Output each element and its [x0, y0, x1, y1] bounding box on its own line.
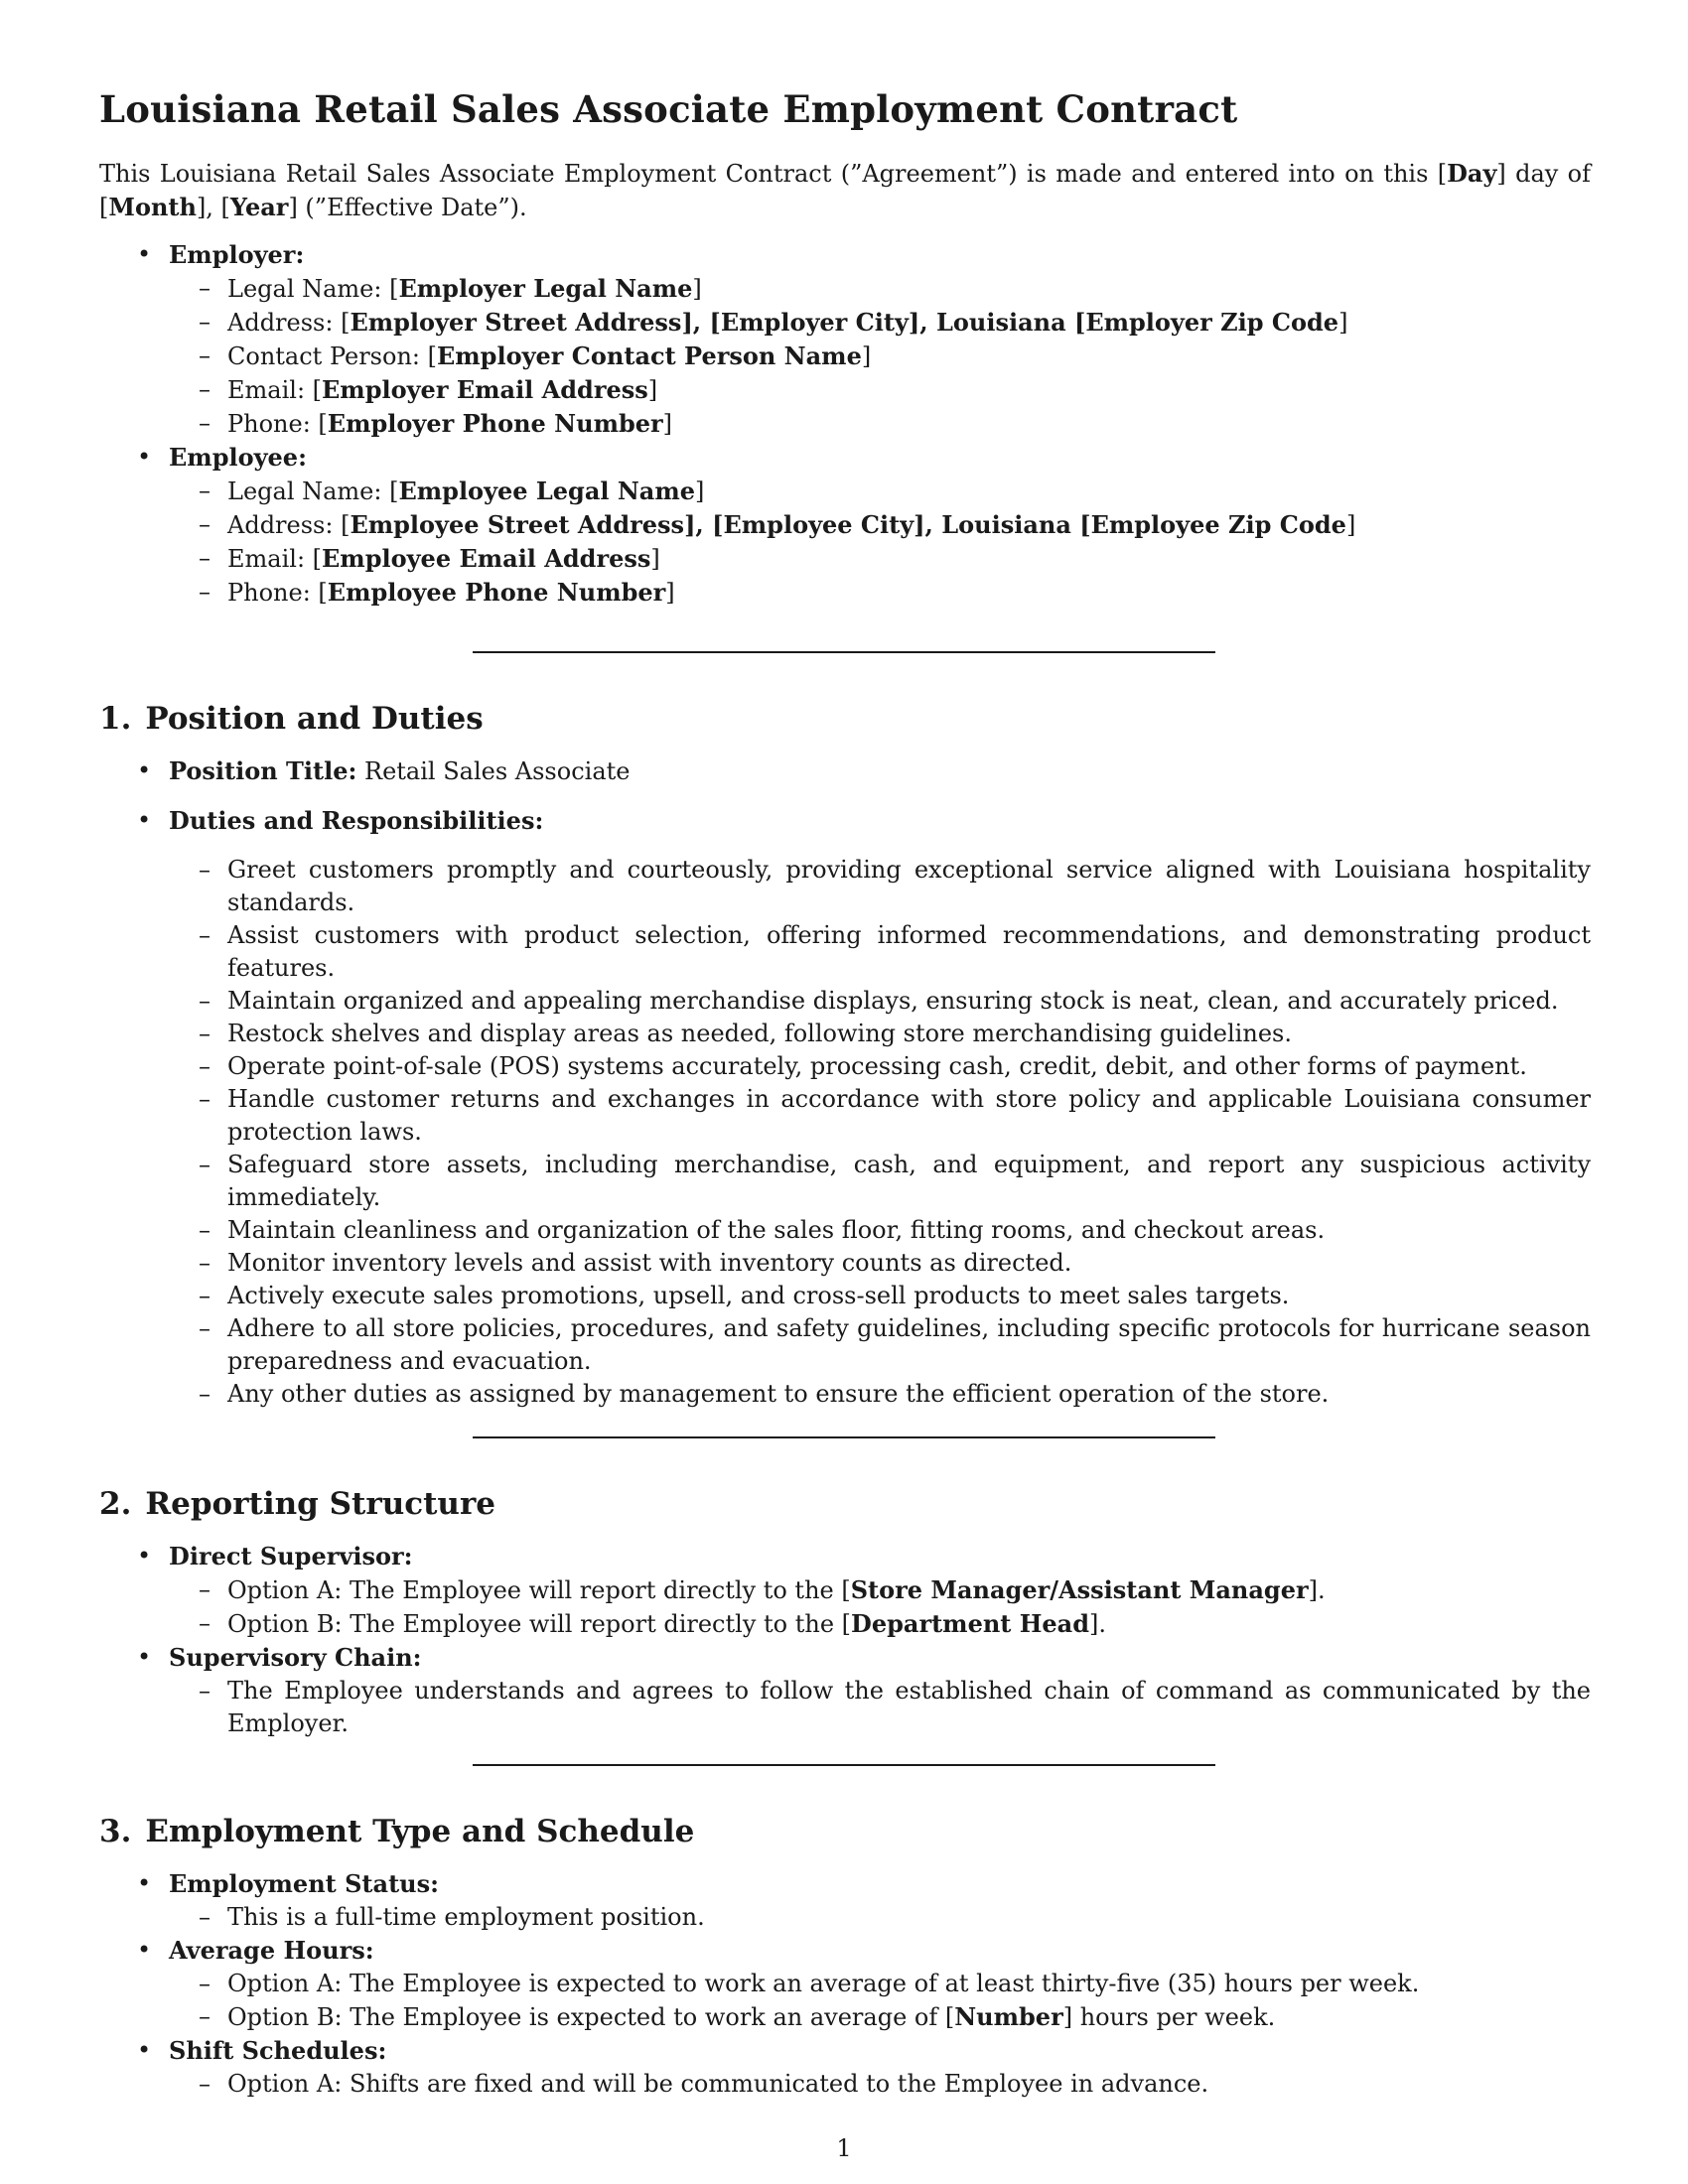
supervisor-option-a: – Option A: The Employee will report directly to the [Store Manager/Assistant Manager].	[169, 1573, 1591, 1607]
section-2-heading: 2. Reporting Structure	[99, 1486, 496, 1522]
section-1-list	[99, 754, 1591, 1411]
parties-list	[99, 238, 1591, 610]
employer-phone: – Phone: [Employer Phone Number]	[169, 407, 1591, 441]
month-placeholder: Month	[108, 193, 197, 221]
intro-paragraph	[99, 157, 1591, 224]
employer-details	[169, 272, 1591, 441]
direct-supervisor-item	[99, 1540, 1591, 1641]
duty-item: – Restock shelves and display areas as needed, following store merchandising guidelines.	[169, 1018, 1591, 1050]
status-details	[169, 1901, 1591, 1934]
employee-legal-name: – Legal Name: [Employee Legal Name]	[169, 475, 1591, 508]
duties-list	[169, 854, 1591, 1411]
section-3-heading: 3. Employment Type and Schedule	[99, 1814, 695, 1849]
employer-contact-person: – Contact Person: [Employer Contact Person Name]	[169, 340, 1591, 373]
hours-option-a: – Option A: The Employee is expected to work an average of at least thirty-five (35) hours per week.	[169, 1968, 1591, 2000]
year-placeholder: Year	[229, 193, 289, 221]
position-title-item	[99, 754, 1591, 788]
section-divider	[473, 1764, 1215, 1766]
duty-item: – Safeguard store assets, including merchandise, cash, and equipment, and report any suspicious activity immediately.	[169, 1149, 1591, 1214]
duty-item: – Handle customer returns and exchanges in accordance with store policy and applicable Louisiana consumer protection laws.	[169, 1083, 1591, 1149]
chain-details	[169, 1675, 1591, 1740]
intro-text: ] (”Effective Date”).	[288, 194, 527, 221]
average-hours-item	[99, 1934, 1591, 2034]
duties-label: Duties and Responsibilities:	[169, 806, 544, 835]
employee-item	[99, 441, 1591, 610]
employment-status-label: Employment Status:	[169, 1869, 439, 1898]
employer-legal-name: – Legal Name: [Employer Legal Name]	[169, 272, 1591, 306]
employee-heading: Employee:	[169, 443, 307, 472]
supervisory-chain-label: Supervisory Chain:	[169, 1643, 422, 1672]
employee-email: – Email: [Employee Email Address]	[169, 542, 1591, 576]
duty-item: – Maintain organized and appealing merchandise displays, ensuring stock is neat, clean, and accurately priced.	[169, 985, 1591, 1018]
day-placeholder: Day	[1447, 159, 1497, 188]
section-1-heading: 1. Position and Duties	[99, 701, 484, 737]
duty-item: – Monitor inventory levels and assist with inventory counts as directed.	[169, 1247, 1591, 1280]
employer-address: – Address: [Employer Street Address], [Employer City], Louisiana [Employer Zip Code]	[169, 306, 1591, 340]
section-3-list	[99, 1867, 1591, 2101]
duty-item: – Maintain cleanliness and organization of the sales floor, fitting rooms, and checkout areas.	[169, 1214, 1591, 1247]
section-divider	[473, 651, 1215, 653]
duties-item	[99, 804, 1591, 1411]
direct-supervisor-label: Direct Supervisor:	[169, 1542, 413, 1570]
employer-email: – Email: [Employer Email Address]	[169, 373, 1591, 407]
document-title: Louisiana Retail Sales Associate Employment Contract	[99, 87, 1238, 131]
page-number: 1	[836, 2134, 852, 2162]
supervisor-options	[169, 1573, 1591, 1641]
employee-phone: – Phone: [Employee Phone Number]	[169, 576, 1591, 610]
chain-text: – The Employee understands and agrees to follow the established chain of command as communicated by the Employer.	[169, 1675, 1591, 1740]
section-2-list	[99, 1540, 1591, 1740]
employment-status-item	[99, 1867, 1591, 1934]
supervisor-option-b: – Option B: The Employee will report directly to the [Department Head].	[169, 1607, 1591, 1641]
section-divider	[473, 1436, 1215, 1438]
duty-item: – Greet customers promptly and courteously, providing exceptional service aligned with Louisiana hospitality standards.	[169, 854, 1591, 919]
duty-item: – Any other duties as assigned by management to ensure the efficient operation of the store.	[169, 1378, 1591, 1411]
duty-item: – Operate point-of-sale (POS) systems accurately, processing cash, credit, debit, and other forms of payment.	[169, 1050, 1591, 1083]
hours-option-b: – Option B: The Employee is expected to work an average of [Number] hours per week.	[169, 2000, 1591, 2034]
duty-item: – Adhere to all store policies, procedures, and safety guidelines, including specific protocols for hurricane season preparedness and evacuation.	[169, 1312, 1591, 1378]
intro-text: ] day of [	[99, 160, 1591, 221]
position-title-label: Position Title:	[169, 756, 357, 785]
shift-schedules-label: Shift Schedules:	[169, 2036, 387, 2065]
hours-options	[169, 1968, 1591, 2034]
shift-options	[169, 2068, 1591, 2101]
employer-item	[99, 238, 1591, 441]
shift-schedules-item	[99, 2034, 1591, 2101]
shift-option-a: – Option A: Shifts are fixed and will be communicated to the Employee in advance.	[169, 2068, 1591, 2101]
employer-heading: Employer:	[169, 240, 305, 269]
average-hours-label: Average Hours:	[169, 1936, 374, 1965]
intro-text: This Louisiana Retail Sales Associate Employment Contract (”Agreement”) is made and entered into on this [	[99, 160, 1448, 188]
contract-page	[99, 87, 1591, 2101]
employee-address: – Address: [Employee Street Address], [Employee City], Louisiana [Employee Zip Code]	[169, 508, 1591, 542]
employee-details	[169, 475, 1591, 610]
supervisory-chain-item	[99, 1641, 1591, 1740]
position-title-value: Retail Sales Associate	[356, 757, 631, 785]
duty-item: – Actively execute sales promotions, upsell, and cross-sell products to meet sales targets.	[169, 1280, 1591, 1312]
duty-item: – Assist customers with product selection, offering informed recommendations, and demonstrating product features.	[169, 919, 1591, 985]
intro-text: ], [	[196, 194, 230, 221]
status-text: – This is a full-time employment position.	[169, 1901, 1591, 1934]
